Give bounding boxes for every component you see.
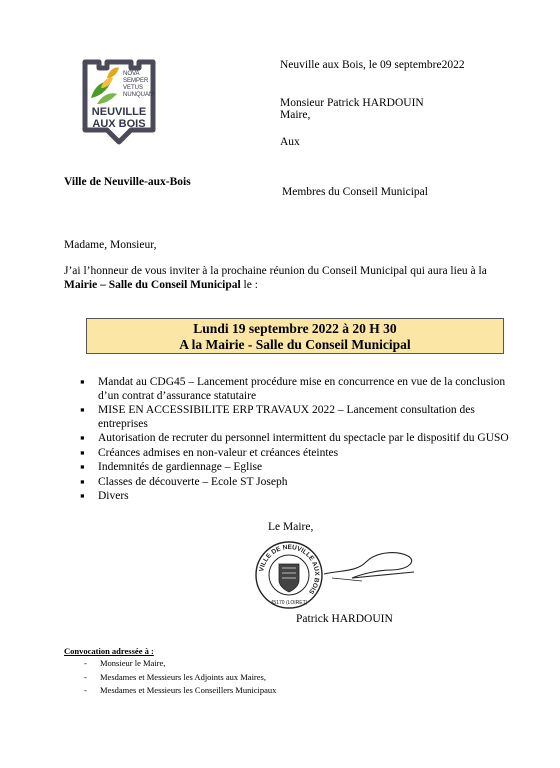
recipients-list <box>84 657 276 698</box>
salutation: Madame, Monsieur, <box>64 239 157 251</box>
logo-name-1: NEUVILLE <box>91 106 147 118</box>
intro-end: le : <box>240 279 258 291</box>
signatory-name: Patrick HARDOUIN <box>296 613 393 625</box>
agenda-item: ▪ Créances admises en non-valeur et créances éteintes <box>78 447 518 461</box>
meeting-box <box>86 318 504 354</box>
logo-motto-2: SEMPER <box>123 78 149 84</box>
official-seal <box>254 540 324 610</box>
sender-name: Monsieur Patrick HARDOUIN <box>280 97 424 109</box>
logo-motto-1: NOVA <box>123 71 140 77</box>
city-logo-icon <box>77 58 161 162</box>
logo-name-2: AUX BOIS <box>92 118 146 130</box>
intro-line-2 <box>64 278 258 292</box>
to-label: Aux <box>280 136 300 148</box>
city-name: Ville de Neuville-aux-Bois <box>64 176 191 188</box>
recipient-item: - Mesdames et Messieurs les Conseillers Municipaux <box>84 684 276 698</box>
meeting-place: A la Mairie - Salle du Conseil Municipal <box>179 337 411 352</box>
recipient-line: Membres du Conseil Municipal <box>282 186 428 198</box>
agenda-item: ▪ MISE EN ACCESSIBILITE ERP TRAVAUX 2022 – Lancement consultation des entreprises <box>78 404 518 431</box>
agenda-item: ▪ Mandat au CDG45 – Lancement procédure mise en concurrence en vue de la conclusion d’un contrat d’assurance statutaire <box>78 376 518 403</box>
logo-motto-4: NUNQUAM <box>123 92 154 98</box>
recipient-item: - Monsieur le Maire, <box>84 657 276 671</box>
agenda-item: ▪ Divers <box>78 490 518 504</box>
recipients-heading: Convocation adressée à : <box>64 646 154 656</box>
place-date: Neuville aux Bois, le 09 septembre2022 <box>280 59 465 71</box>
recipient-item: - Mesdames et Messieurs les Adjoints aux Maires, <box>84 671 276 685</box>
seal-subtext: 45170 (LOIRET) <box>270 600 308 606</box>
meeting-date: Lundi 19 septembre 2022 à 20 H 30 <box>193 321 397 336</box>
logo-motto-3: VETUS <box>123 85 144 91</box>
signature-icon <box>322 548 422 588</box>
city-logo <box>77 58 161 162</box>
seal-text: VILLE DE NEUVILLE AUX BOIS <box>258 543 321 596</box>
agenda-item: ▪ Indemnités de gardiennage – Eglise <box>78 461 518 475</box>
agenda-item: ▪ Classes de découverte – Ecole ST Joseph <box>78 476 518 490</box>
agenda-list <box>78 376 518 505</box>
intro-bold: Mairie – Salle du Conseil Municipal <box>64 279 241 291</box>
agenda-item: ▪ Autorisation de recruter du personnel intermittent du spectacle par le dispositif du GUSO <box>78 432 518 446</box>
handwritten-signature <box>322 548 422 588</box>
seal-icon <box>254 540 324 610</box>
closing: Le Maire, <box>268 521 314 533</box>
intro-line-1: J’ai l’honneur de vous inviter à la prochaine réunion du Conseil Municipal qui aura lieu à la <box>64 265 487 277</box>
sender-title: Maire, <box>280 109 311 121</box>
